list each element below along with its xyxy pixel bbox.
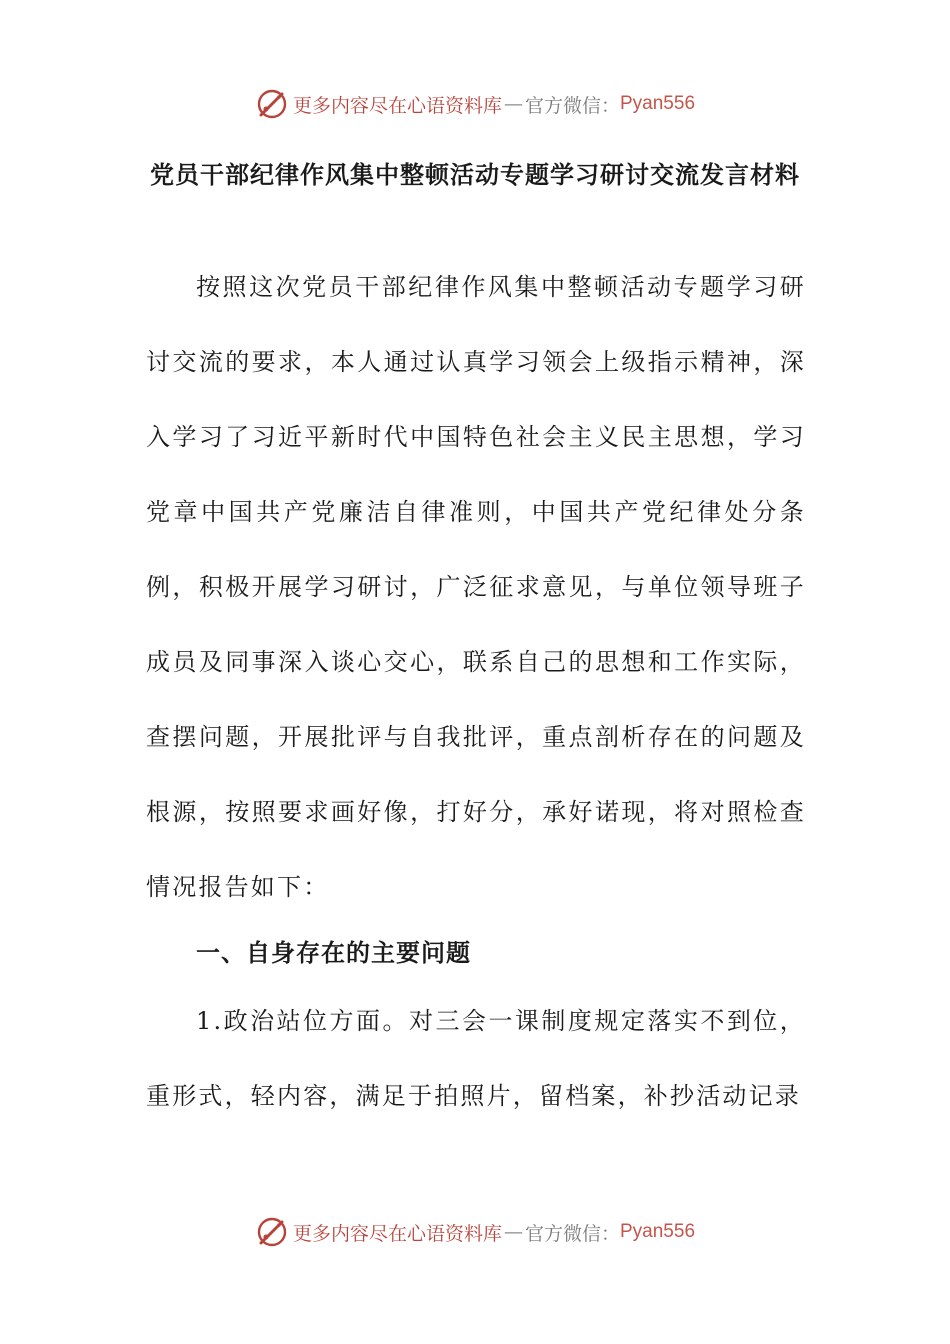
pen-circle-logo-icon — [255, 87, 289, 121]
banner-promo-text: 更多内容尽在心语资料库 — [292, 1222, 502, 1245]
banner-separator: — — [503, 93, 523, 115]
banner-wechat-handle: Pyan556 — [620, 1221, 696, 1242]
banner-separator: — — [503, 1221, 523, 1243]
header-promo-banner — [0, 82, 950, 126]
banner-wechat-handle: Pyan556 — [620, 93, 696, 114]
section-heading: 一、自身存在的主要问题 — [196, 939, 471, 967]
intro-paragraph: 按照这次党员干部纪律作风集中整顿活动专题学习研讨交流的要求，本人通过认真学习领会上级指示精神，深入学习了习近平新时代中国特色社会主义民主思想，学习党章中国共产党廉洁自律准则，中国共产党纪律处分条例，积极开展学习研讨，广泛征求意见，与单位领导班子成员及同事深入谈心交心，联系自己的思想和工作实际，查摆问题，开展批评与自我批评，重点剖析存在的问题及根源，按照要求画好像，打好分，承好诺现，将对照检查情况报告如下： — [146, 273, 806, 901]
banner-promo-text: 更多内容尽在心语资料库 — [292, 94, 502, 117]
banner-official-label: 官方微信： — [524, 1222, 620, 1245]
pen-circle-logo-icon — [255, 1215, 289, 1249]
footer-promo-banner — [0, 1210, 950, 1254]
section-item-paragraph: 1.政治站位方面。对三会一课制度规定落实不到位，重形式，轻内容，满足于拍照片，留档案，补抄活动记录 — [146, 1007, 806, 1110]
banner-official-label: 官方微信： — [524, 94, 620, 117]
document-title: 党员干部纪律作风集中整顿活动专题学习研讨交流发言材料 — [150, 161, 800, 189]
